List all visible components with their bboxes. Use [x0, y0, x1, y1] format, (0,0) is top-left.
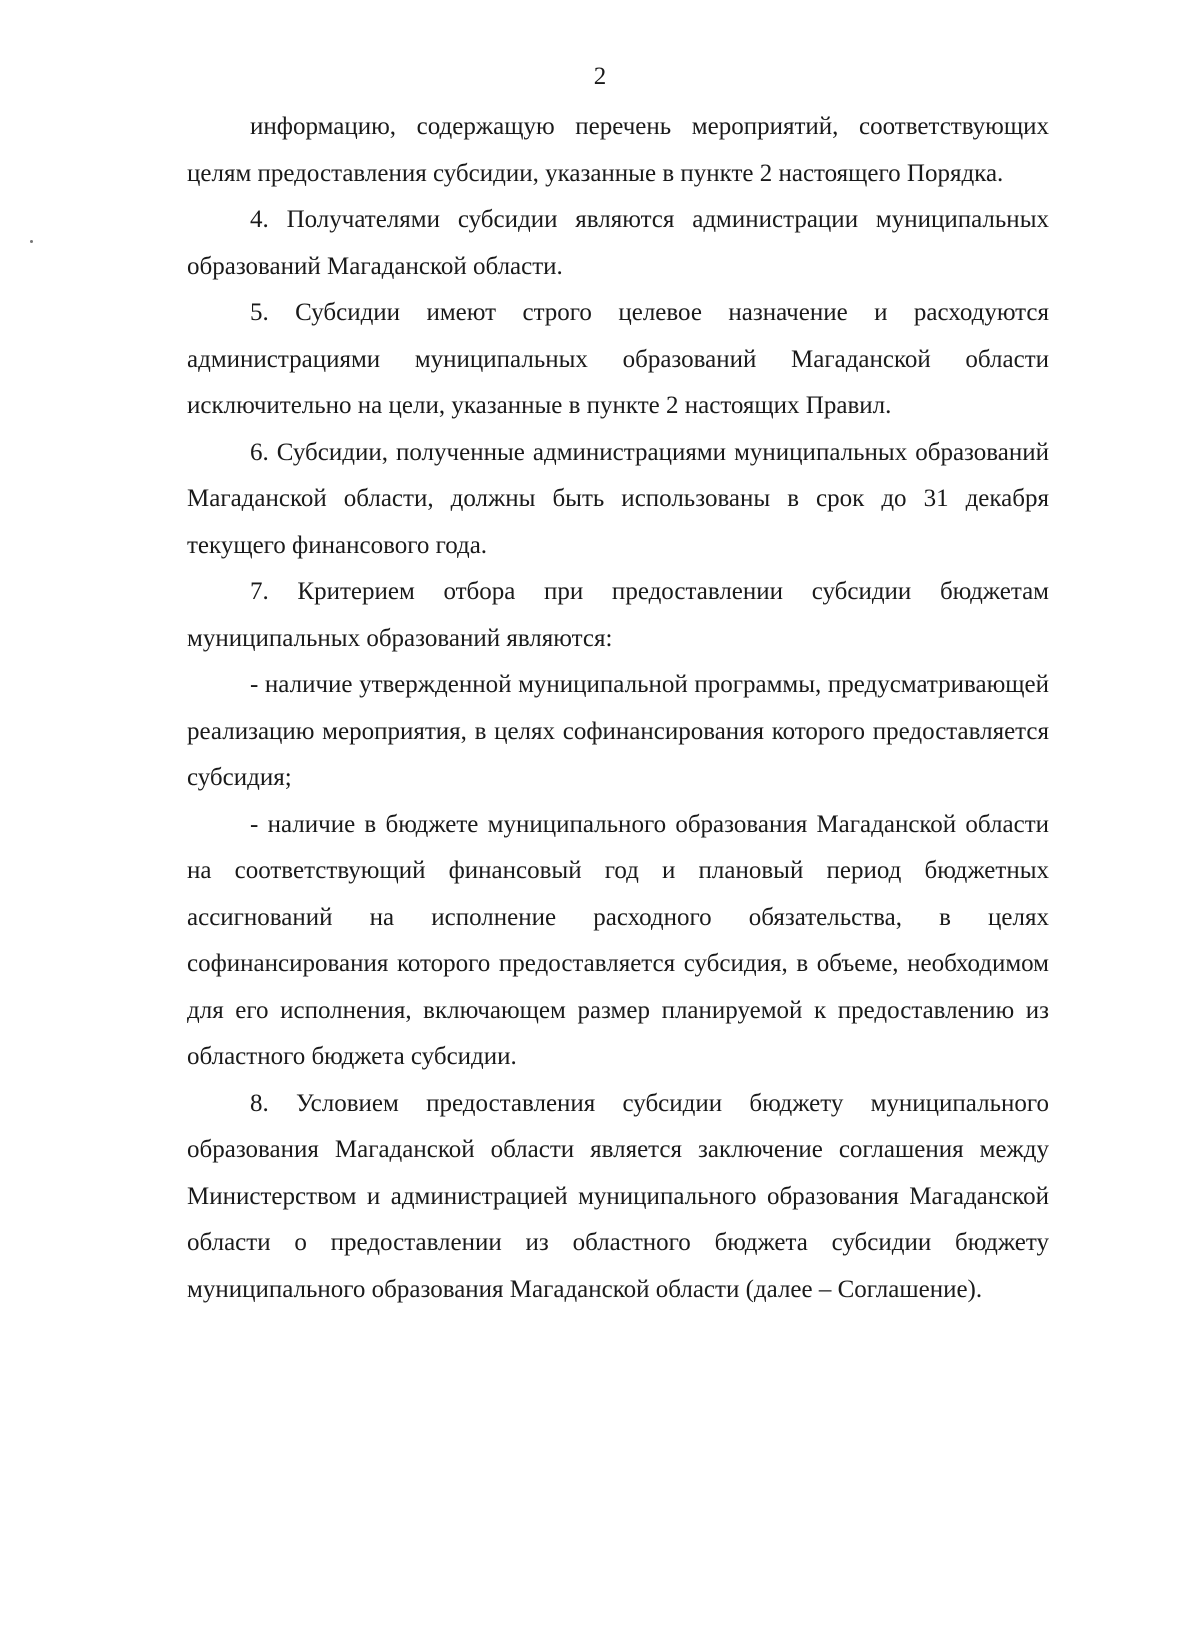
paragraph-continuation: информацию, содержащую перечень мероприятий, соответствующих целям предоставления субсидии, указанные в пункте 2 настоящего Порядка.: [187, 113, 1049, 187]
document-body: [187, 104, 1049, 1313]
paragraph-6: 6. Субсидии, полученные администрациями муниципальных образований Магаданской области, должны быть использованы в срок до 31 декабря текущего финансового года.: [187, 438, 1049, 559]
scan-speck: [30, 240, 33, 243]
paragraph-5: 5. Субсидии имеют строго целевое назначение и расходуются администрациями муниципальных образований Магаданской области исключительно на цели, указанные в пункте 2 настоящих Правил.: [187, 299, 1049, 419]
paragraph-4: 4. Получателями субсидии являются администрации муниципальных образований Магаданской области.: [187, 206, 1049, 280]
paragraph-7-item-2: - наличие в бюджете муниципального образования Магаданской области на соответствующий финансовый год и плановый период бюджетных ассигнований на исполнение расходного обязательства, в целях софинансирования которого предоставляется субсидия, в объеме, необходимом для его исполнения, включающем размер планируемой к предоставлению из областного бюджета субсидии.: [187, 810, 1049, 1070]
paragraph-7-item-1: - наличие утвержденной муниципальной программы, предусматривающей реализацию мероприятия, в целях софинансирования которого предоставляется субсидия;: [187, 671, 1049, 791]
paragraph-7: 7. Критерием отбора при предоставлении субсидии бюджетам муниципальных образований являются:: [187, 578, 1049, 652]
paragraph-8: 8. Условием предоставления субсидии бюджету муниципального образования Магаданской области является заключение соглашения между Министерством и администрацией муниципального образования Магаданской области о предоставлении из областного бюджета субсидии бюджету муниципального образования Магаданской области (далее – Соглашение).: [187, 1089, 1049, 1303]
page-number: 2: [593, 63, 607, 90]
